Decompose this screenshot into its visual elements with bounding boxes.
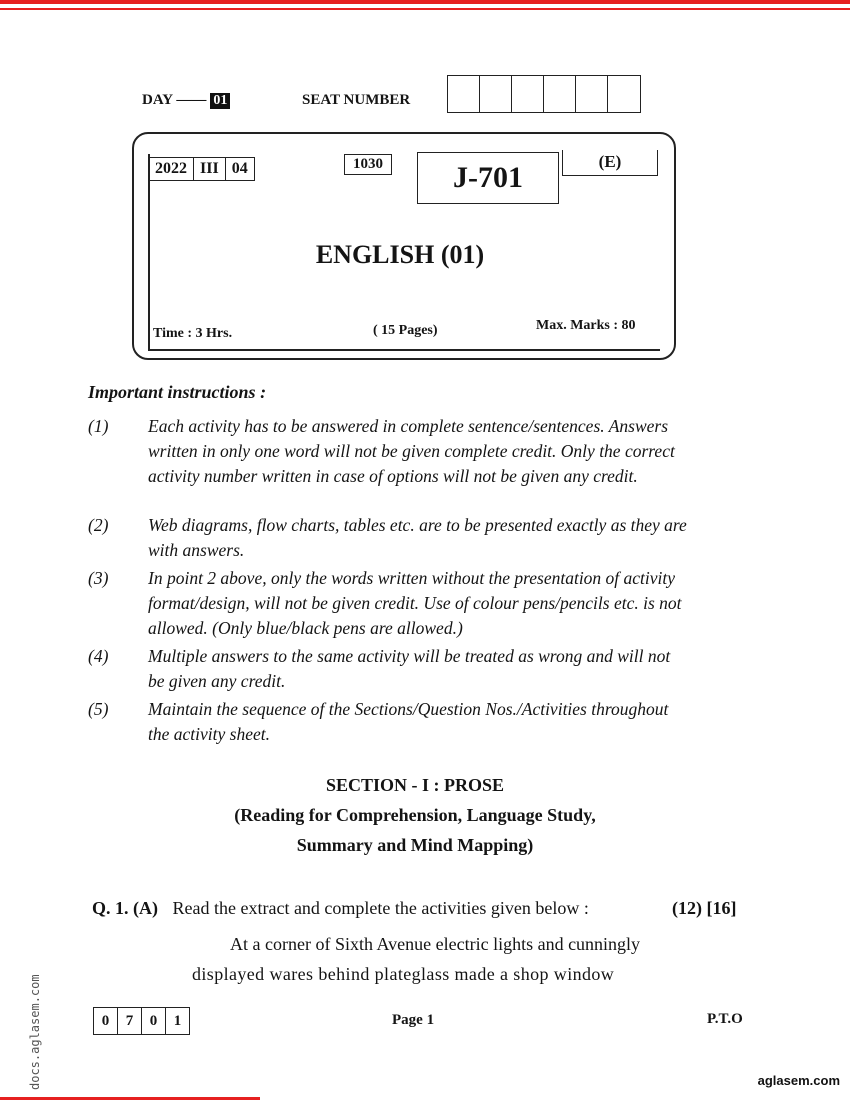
seat-box: [608, 76, 640, 112]
exam-time: Time : 3 Hrs.: [153, 326, 233, 341]
header-bottom-rule: [148, 349, 660, 351]
code-num: 04: [231, 160, 248, 177]
instruction-number: (1): [88, 416, 109, 436]
paper-number: 1030: [344, 154, 392, 175]
seat-box: [544, 76, 576, 112]
day-value: 01: [210, 93, 230, 109]
seat-number-label: SEAT NUMBER: [302, 92, 411, 108]
instruction-text: Multiple answers to the same activity will be treated as wrong and will not be given any credit.: [148, 646, 671, 691]
instruction-number: (5): [88, 699, 109, 719]
language-code: (E): [562, 150, 658, 176]
page-number: Page 1: [392, 1012, 435, 1028]
instruction-text: Each activity has to be answered in complete sentence/sentences. Answers written in only one word will not be given complete credit. Only the correct activity number written in case of options will not be given any credit.: [148, 416, 675, 486]
seat-box: [576, 76, 608, 112]
seat-box: [480, 76, 512, 112]
seat-box: [448, 76, 480, 112]
top-red-rule-thin: [0, 8, 850, 10]
footer-code-digit: 0: [142, 1008, 166, 1034]
instruction-number: (2): [88, 515, 109, 535]
pto-label: P.T.O: [707, 1011, 743, 1027]
day-indicator: [142, 92, 230, 109]
instruction-text: Maintain the sequence of the Sections/Question Nos./Activities throughout the activity sheet.: [148, 699, 669, 744]
page-count: ( 15 Pages): [373, 323, 438, 338]
instruction-number: (4): [88, 646, 109, 666]
question-row: [92, 898, 589, 919]
question-text: Read the extract and complete the activities given below :: [172, 898, 589, 918]
footer-code-boxes: [93, 1007, 190, 1035]
footer-code-digit: 0: [94, 1008, 118, 1034]
side-watermark-url: docs.aglasem.com: [28, 974, 42, 1090]
day-label: DAY ——: [142, 92, 207, 108]
question-marks: (12) [16]: [672, 898, 737, 918]
instruction-text: In point 2 above, only the words written without the presentation of activity format/design, will not be given credit. Use of colour pens/pencils etc. is not allowed. (Only blue/black pens are allowed.): [148, 568, 682, 638]
instructions-title: Important instructions :: [88, 382, 267, 402]
code-roman: III: [194, 158, 226, 180]
instruction-number: (3): [88, 568, 109, 588]
extract-line: displayed wares behind plateglass made a shop window: [192, 964, 615, 984]
site-watermark: aglasem.com: [757, 1073, 840, 1088]
instruction-text: Web diagrams, flow charts, tables etc. are to be presented exactly as they are with answers.: [148, 515, 687, 560]
paper-code: J-701: [417, 152, 559, 204]
max-marks: Max. Marks : 80: [536, 318, 636, 333]
footer-code-digit: 1: [173, 1013, 182, 1029]
section-subtitle: (Reading for Comprehension, Language Study,: [234, 805, 596, 825]
section-title: SECTION - I : PROSE: [325, 775, 505, 795]
paper-code-boxes: [148, 157, 255, 181]
seat-box: [512, 76, 544, 112]
seat-number-boxes: [447, 75, 641, 113]
section-subtitle: Summary and Mind Mapping): [296, 835, 534, 855]
footer-code-digit: 7: [118, 1008, 142, 1034]
extract-line: At a corner of Sixth Avenue electric lights and cunningly: [230, 934, 641, 954]
code-year: 2022: [149, 158, 194, 180]
top-red-rule: [0, 0, 850, 4]
question-label: Q. 1. (A): [92, 898, 158, 918]
subject-title: ENGLISH (01): [315, 240, 485, 269]
